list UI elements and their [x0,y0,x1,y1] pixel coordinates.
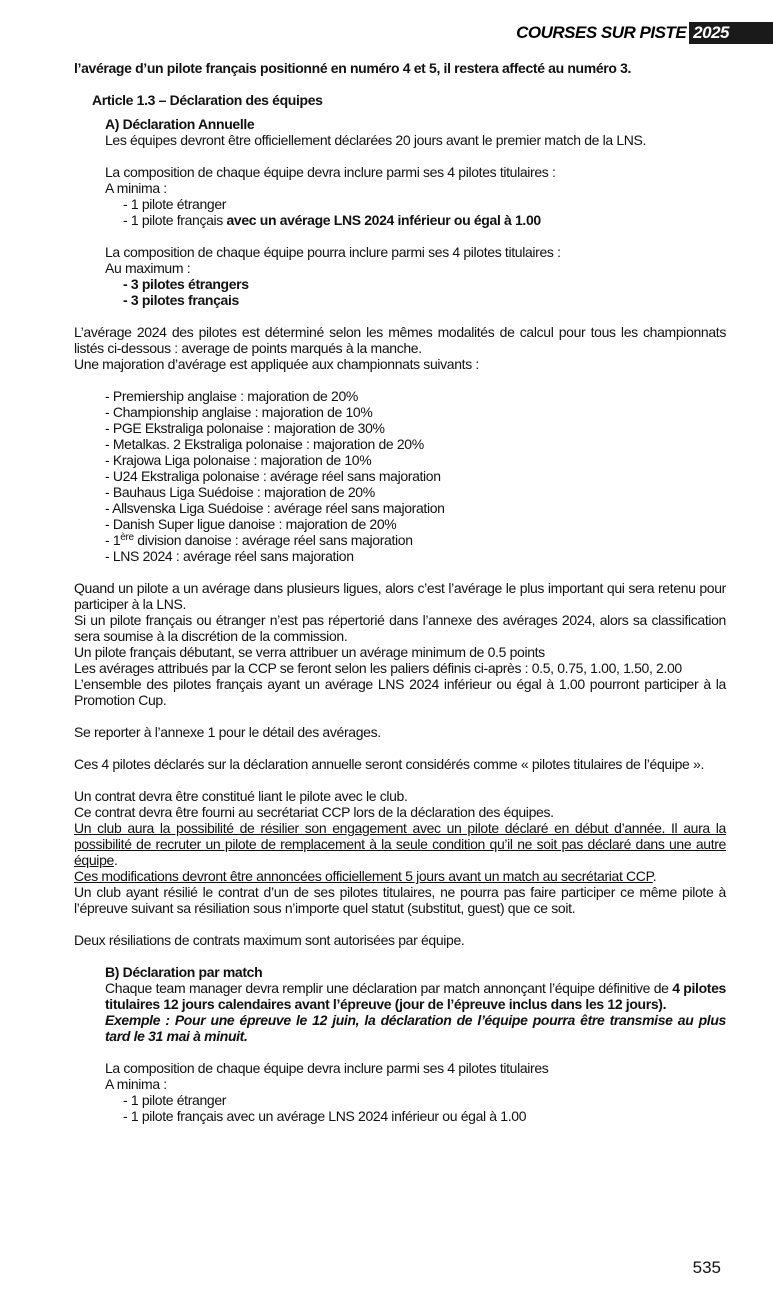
list-item: - PGE Ekstraliga polonaise : majoration de 30% [105,420,385,436]
rule-paragraph: L’ensemble des pilotes français ayant un avérage LNS 2024 inférieur ou égal à 1.00 pourront participer à la Promotion Cup. [74,676,726,708]
section-a [105,116,726,308]
list-item: - Allsvenska Liga Suédoise : avérage réel sans majoration [105,500,445,516]
contract-modification-paragraph: Ces modifications devront être annoncées officiellement 5 jours avant un match au secrétariat CCP. [74,868,657,884]
average-paragraph: L’avérage 2024 des pilotes est déterminé selon les mêmes modalités de calcul pour tous les championnats listés ci-dessous : average de points marqués à la manche. [74,324,726,356]
contract-paragraph: Ce contrat devra être fourni au secrétariat CCP lors de la déclaration des équipes. [74,804,554,820]
list-item: - LNS 2024 : avérage réel sans majoration [105,548,354,564]
minima-item: - 1 pilote français avec un avérage LNS 2024 inférieur ou égal à 1.00 [123,212,541,228]
annex-reference: Se reporter à l’annexe 1 pour le détail des avérages. [74,724,381,740]
contract-paragraph: Un contrat devra être constitué liant le pilote avec le club. [74,788,408,804]
rule-paragraph: Les avérages attribués par la CCP se feront selon les paliers définis ci-après : 0.5, 0.75, 1.00, 1.50, 2.00 [74,660,682,676]
list-item: - Premiership anglaise : majoration de 20% [105,388,358,404]
titulaires-paragraph: Ces 4 pilotes déclarés sur la déclaration annuelle seront considérés comme « pilotes titulaires de l’équipe ». [74,756,704,772]
section-b [105,964,726,1124]
contract-termination-paragraph: Un club aura la possibilité de résilier son engagement avec un pilote déclaré en début d’année. Il aura la possibilité de recruter un pilote de remplacement à la seule condition qu’il ne soit pas déclaré dans une autre équipe. [74,820,726,868]
minima-label: A minima : [105,180,167,196]
list-item: - Bauhaus Liga Suédoise : majoration de 20% [105,484,375,500]
minima-item: - 1 pilote étranger [123,1092,227,1108]
section-a-p1: Les équipes devront être officiellement déclarées 20 jours avant le premier match de la LNS. [105,132,647,148]
list-item: - Danish Super ligue danoise : majoration de 20% [105,516,397,532]
minima-item: - 1 pilote français avec un avérage LNS 2024 inférieur ou égal à 1.00 [123,1108,527,1124]
section-b-p1: Chaque team manager devra remplir une déclaration par match annonçant l’équipe définitive de 4 pilotes titulaires 12 jours calendaires avant l’épreuve (jour de l’épreuve inclus dans les 12 jours). [105,980,726,1012]
section-a-title: A) Déclaration Annuelle [105,116,255,132]
list-item: - Krajowa Liga polonaise : majoration de 10% [105,452,372,468]
maximum-intro: La composition de chaque équipe pourra inclure parmi ses 4 pilotes titulaires : [105,244,561,260]
list-item: - U24 Ekstraliga polonaise : avérage réel sans majoration [105,468,441,484]
list-item: - Championship anglaise : majoration de 10% [105,404,373,420]
rule-paragraph: Un pilote français débutant, se verra attribuer un avérage minimum de 0.5 points [74,644,545,660]
intro-paragraph: l’avérage d’un pilote français positionné en numéro 4 et 5, il restera affecté au numéro 3. [74,60,632,76]
running-header [516,22,773,44]
maximum-item: - 3 pilotes français [123,292,239,308]
header-year-badge: 2025 [689,22,773,44]
minima-intro: La composition de chaque équipe devra inclure parmi ses 4 pilotes titulaires : [105,164,556,180]
article-title: Article 1.3 – Déclaration des équipes [92,92,323,108]
rule-paragraph: Si un pilote français ou étranger n’est pas répertorié dans l’annexe des avérages 2024, alors sa classification sera soumise à la discrétion de la commission. [74,612,726,644]
section-b-example: Exemple : Pour une épreuve le 12 juin, la déclaration de l’équipe pourra être transmise au plus tard le 31 mai à minuit. [105,1012,726,1044]
league-list [105,388,726,564]
page-body [74,60,726,1124]
minima-label: A minima : [105,1076,167,1092]
resiliations-paragraph: Deux résiliations de contrats maximum sont autorisées par équipe. [74,932,465,948]
rule-paragraph: Quand un pilote a un avérage dans plusieurs ligues, alors c’est l’avérage le plus important qui sera retenu pour participer à la LNS. [74,580,726,612]
majoration-paragraph: Une majoration d’avérage est appliquée aux championnats suivants : [74,356,479,372]
minima-intro: La composition de chaque équipe devra inclure parmi ses 4 pilotes titulaires [105,1060,549,1076]
minima-item: - 1 pilote étranger [123,196,227,212]
maximum-item: - 3 pilotes étrangers [123,276,249,292]
page-number: 535 [692,1258,721,1277]
contract-paragraph: Un club ayant résilié le contrat d’un de ses pilotes titulaires, ne pourra pas faire participer ce même pilote à l’épreuve suivant sa résiliation sous n’importe quel statut (substitut, guest) que ce soit. [74,884,726,916]
list-item: - Metalkas. 2 Ekstraliga polonaise : majoration de 20% [105,436,424,452]
header-title: COURSES SUR PISTE [516,23,687,42]
section-b-title: B) Déclaration par match [105,964,263,980]
list-item: - 1ère division danoise : avérage réel sans majoration [105,532,413,548]
maximum-label: Au maximum : [105,260,191,276]
